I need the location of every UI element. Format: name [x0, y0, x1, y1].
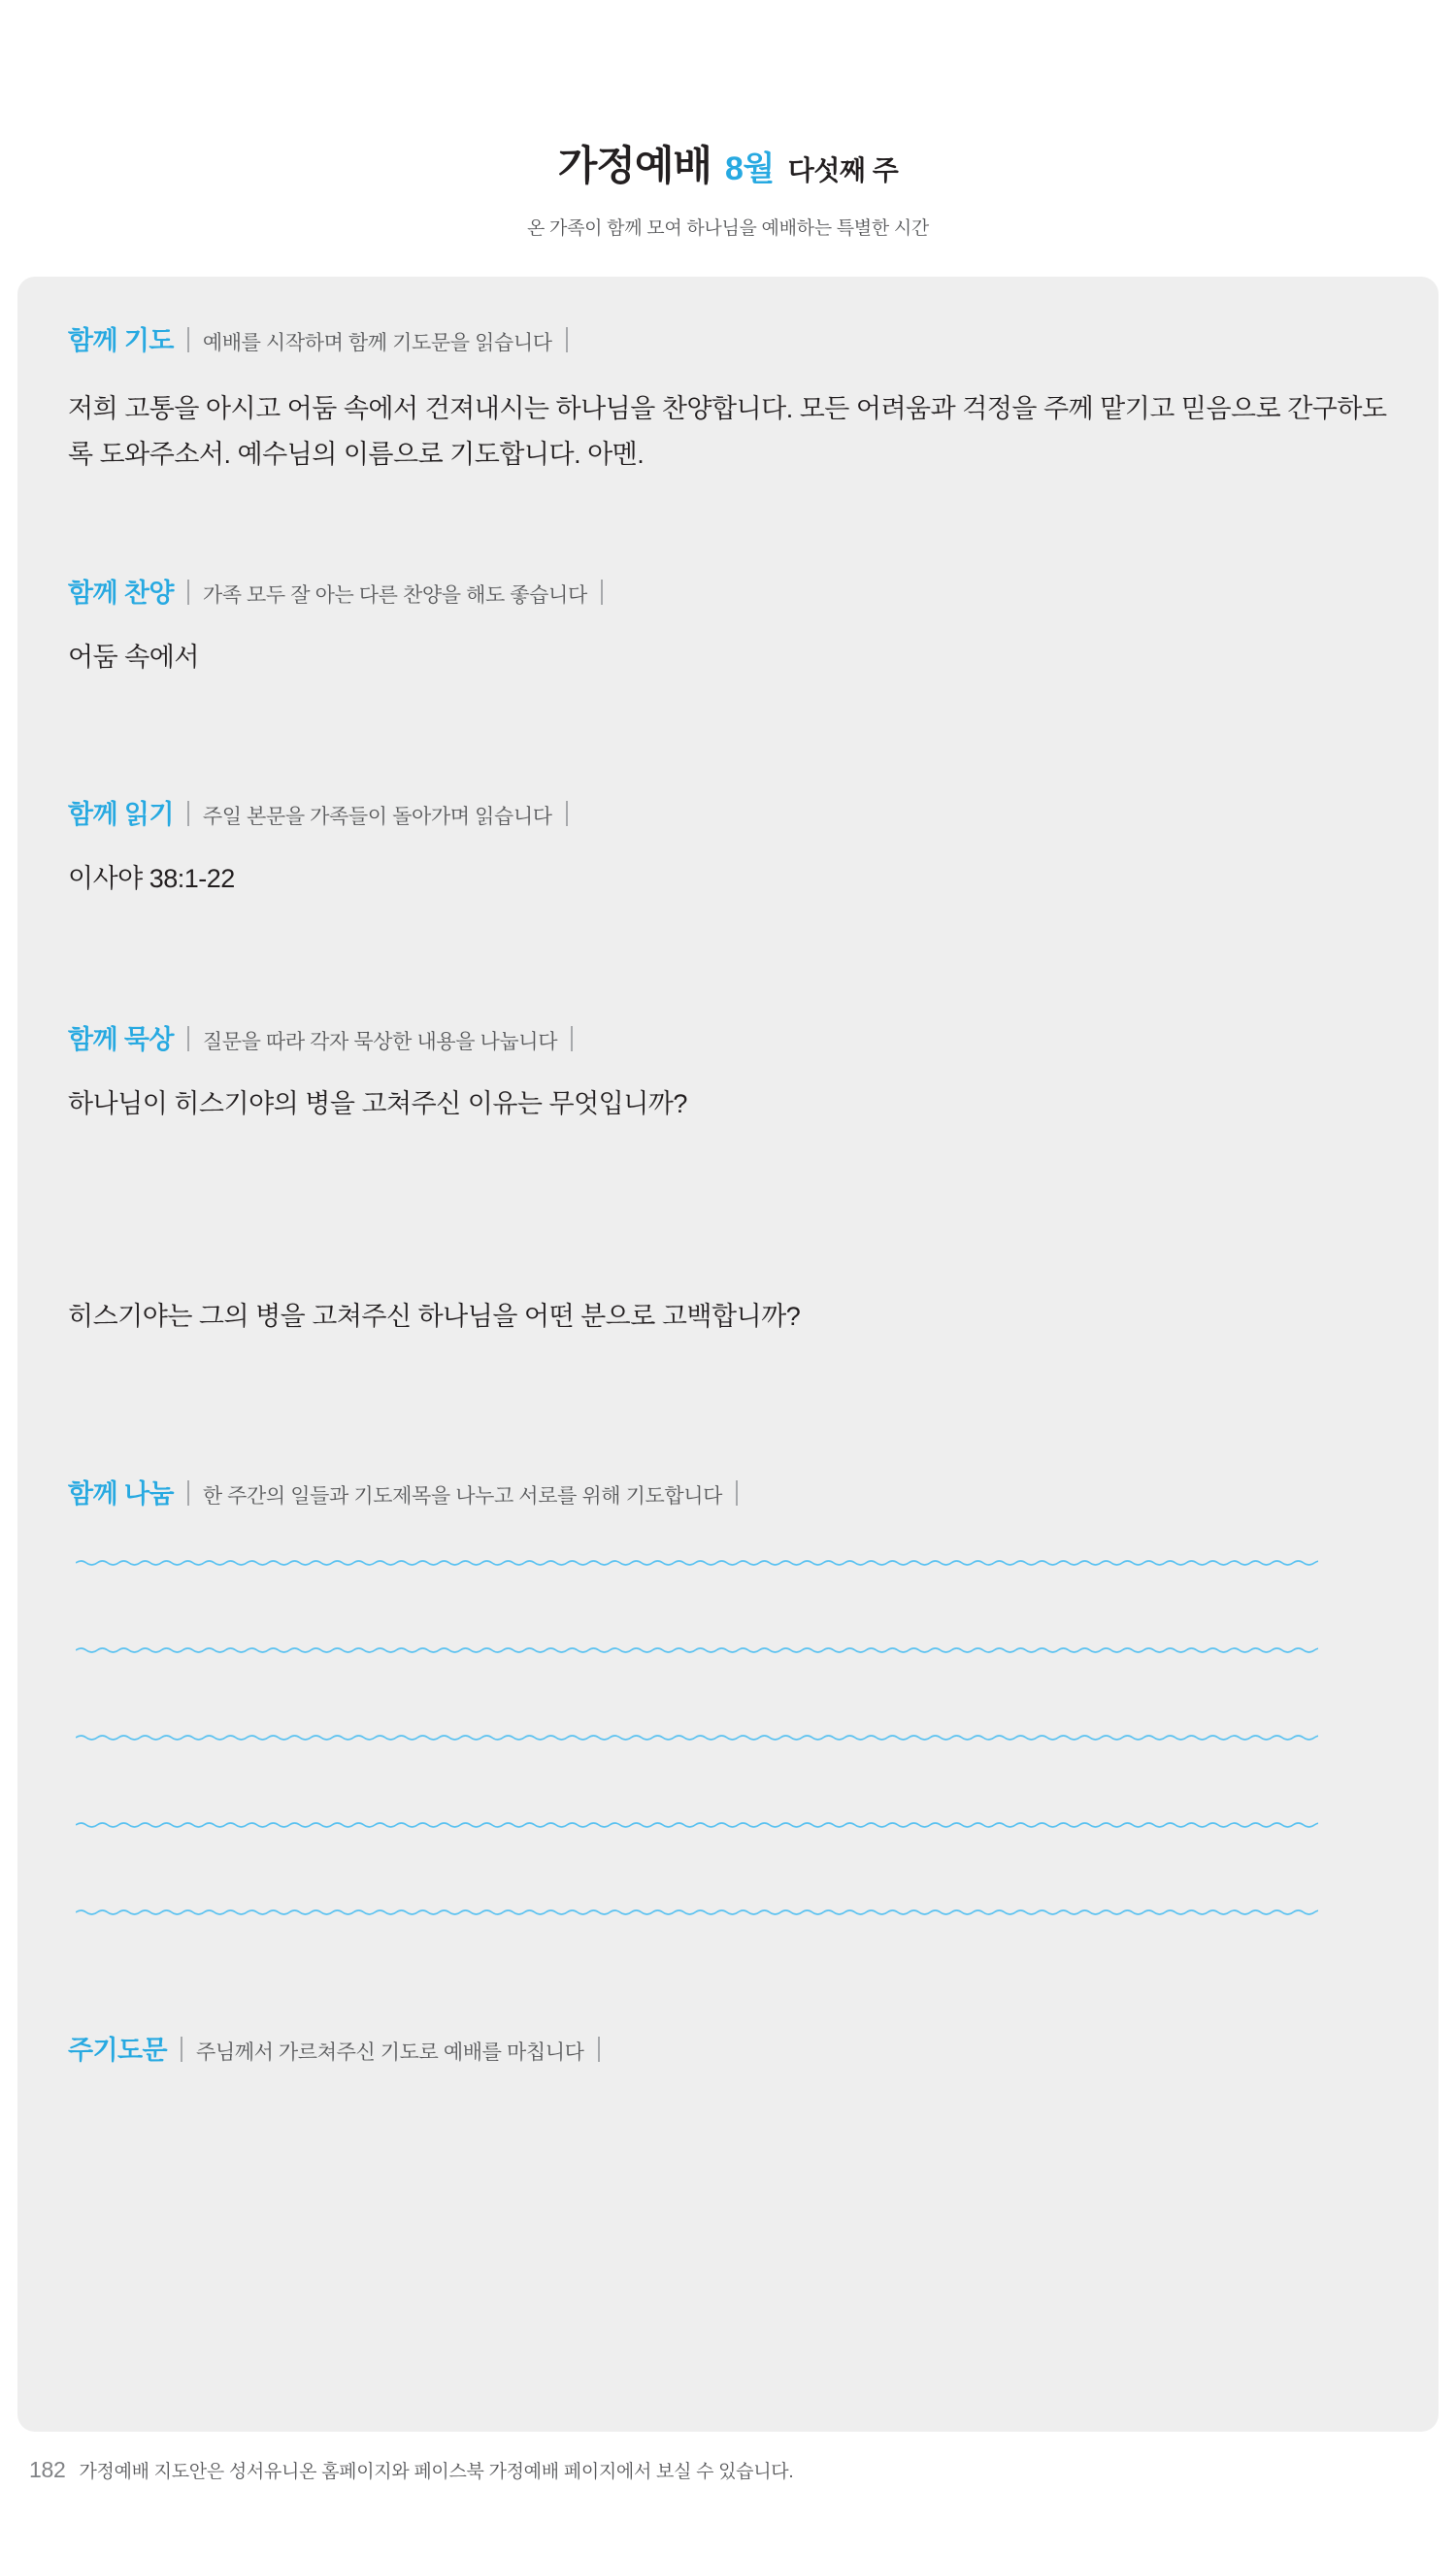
section-meditation-question-2: 히스기야는 그의 병을 고쳐주신 하나님을 어떤 분으로 고백합니까?: [68, 1302, 801, 1332]
divider-bar-icon: [187, 801, 189, 826]
page-header: [0, 0, 1456, 240]
page-title: [0, 134, 1456, 192]
page-title-month: 8월: [725, 150, 775, 187]
page-title-main: 가정예배: [557, 143, 712, 188]
section-prayer-header: [68, 319, 1388, 357]
writing-line[interactable]: [76, 1905, 1380, 1992]
page-footer: [0, 2432, 1456, 2508]
divider-bar-icon: [601, 580, 603, 605]
section-prayer-note: 예배를 시작하며 함께 기도문을 읽습니다: [202, 332, 552, 354]
divider-bar-icon: [181, 2037, 182, 2062]
section-meditation: [68, 1018, 1388, 1341]
spacer: [68, 680, 1388, 793]
answer-space-1: [68, 1127, 1388, 1265]
section-meditation-label: 함께 묵상: [68, 1025, 174, 1054]
writing-line[interactable]: [76, 1555, 1380, 1642]
section-sharing: [68, 1473, 1388, 1992]
section-lords-prayer-label: 주기도문: [68, 2035, 167, 2065]
section-praise-header: [68, 572, 1388, 610]
footer-note: 가정예배 지도안은 성서유니온 홈페이지와 페이스북 가정예배 페이지에서 보실 수 있습니다.: [79, 2462, 794, 2482]
spacer: [68, 479, 1388, 572]
section-sharing-label: 함께 나눔: [68, 1478, 174, 1509]
divider-bar-icon: [566, 327, 568, 352]
section-meditation-header: [68, 1018, 1388, 1056]
section-reading-body: 이사야 38:1-22: [68, 863, 235, 893]
section-praise-note: 가족 모두 잘 아는 다른 찬양을 해도 좋습니다: [202, 583, 587, 607]
sharing-writing-lines[interactable]: [68, 1555, 1388, 1992]
section-praise-label: 함께 찬양: [68, 578, 174, 608]
section-lords-prayer-header: [68, 2029, 1388, 2067]
writing-line[interactable]: [76, 1642, 1380, 1730]
section-reading-header: [68, 793, 1388, 831]
divider-bar-icon: [598, 2037, 600, 2062]
footer-page-number: 182: [29, 2457, 66, 2482]
spacer: [68, 902, 1388, 1018]
section-prayer: [68, 319, 1388, 479]
section-sharing-header: [68, 1473, 1388, 1510]
section-praise-body: 어둠 속에서: [68, 642, 199, 672]
section-lords-prayer: [68, 2029, 1388, 2067]
divider-bar-icon: [736, 1480, 738, 1506]
divider-bar-icon: [187, 1026, 189, 1051]
section-meditation-question-1: 하나님이 히스기야의 병을 고쳐주신 이유는 무엇입니까?: [68, 1089, 687, 1118]
section-meditation-note: 질문을 따라 각자 묵상한 내용을 나눕니다: [202, 1031, 558, 1053]
divider-bar-icon: [187, 327, 189, 352]
section-reading: [68, 793, 1388, 902]
page-title-week: 다섯째 주: [787, 155, 899, 185]
section-praise: [68, 572, 1388, 680]
writing-line[interactable]: [76, 1730, 1380, 1817]
divider-bar-icon: [571, 1026, 573, 1051]
writing-line[interactable]: [76, 1817, 1380, 1905]
section-reading-note: 주일 본문을 가족들이 돌아가며 읽습니다: [202, 805, 552, 828]
section-lords-prayer-note: 주님께서 가르쳐주신 기도로 예배를 마칩니다: [195, 2041, 584, 2064]
section-reading-label: 함께 읽기: [68, 799, 174, 829]
spacer: [68, 1341, 1388, 1473]
section-prayer-label: 함께 기도: [68, 326, 174, 355]
divider-bar-icon: [187, 1480, 189, 1506]
section-prayer-body: 저희 고통을 아시고 어둠 속에서 건져내시는 하나님을 찬양합니다. 모든 어려움과 걱정을 주께 맡기고 믿음으로 간구하도록 도와주소서. 예수님의 이름으로 기도합니다. 아멘.: [68, 394, 1387, 470]
divider-bar-icon: [566, 801, 568, 826]
page-subtitle: 온 가족이 함께 모여 하나님을 예배하는 특별한 시간: [527, 218, 929, 239]
content-panel: [17, 277, 1439, 2432]
divider-bar-icon: [187, 580, 189, 605]
section-sharing-note: 한 주간의 일들과 기도제목을 나누고 서로를 위해 기도합니다: [202, 1484, 723, 1508]
